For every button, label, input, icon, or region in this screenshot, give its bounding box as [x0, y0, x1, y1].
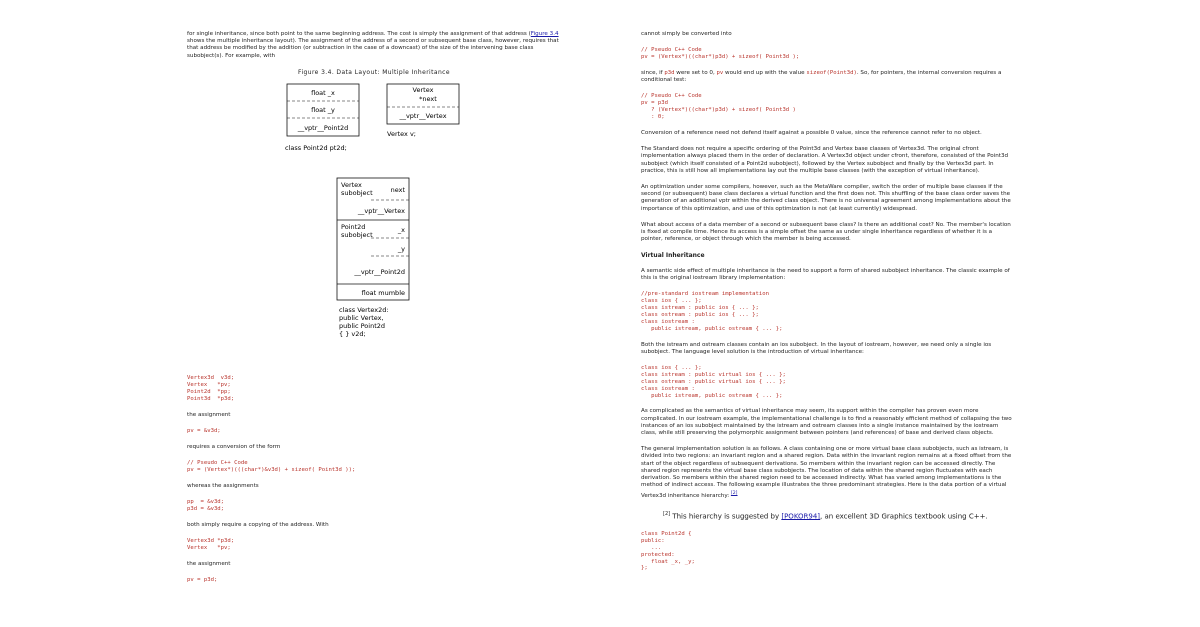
- since-b: were set to 0,: [674, 70, 717, 77]
- code-block-r4: class ios { ... }; class istream : public virtual ios { ... }; class ostream : public virtual ios { ... }; class iostream : public istream, public ostream { ... };: [641, 364, 786, 399]
- code-block-r1: // Pseudo C++ Code pv = (Vertex*)((char*)p3d) + sizeof( Point3d );: [641, 47, 800, 61]
- left-column: [187, 31, 561, 593]
- paragraph-general: [641, 446, 1013, 499]
- since-code-pv: pv: [716, 70, 724, 77]
- footnote-number: [2]: [663, 510, 671, 517]
- intro-text-b: shows the multiple inheritance layout). The assignment of the address of a second or subsequent base class, however, requires that that address be modified by the addition (or subtraction in the case of a downcast) of the size of the intervening base class subobject(s). For example, with: [187, 38, 559, 59]
- since-c: would end up with the value: [723, 70, 807, 77]
- text-since: [641, 70, 1013, 84]
- text-converted: cannot simply be converted into: [641, 31, 732, 37]
- code-block-r5: class Point2d { public: ... protected: float _x, _y; };: [641, 530, 695, 572]
- text-assignment: the assignment: [187, 411, 231, 418]
- code-block-2: pv = &v3d;: [187, 427, 221, 434]
- box3-label-4: { } v2d;: [339, 330, 366, 339]
- box1-field-y: float _y: [311, 106, 335, 115]
- paragraph-conversion: Conversion of a reference need not defend itself against a possible 0 value, since the reference cannot refer to no object.: [641, 130, 982, 137]
- figure-link[interactable]: Figure 3.4: [530, 31, 559, 37]
- box1-label: class Point2d pt2d;: [285, 144, 347, 153]
- box3-vertex-title: Vertex: [341, 181, 362, 190]
- text-assignment-2: the assignment: [187, 560, 231, 567]
- footnote: [663, 510, 1013, 521]
- intro-paragraph: [187, 31, 561, 60]
- box3-y: _y: [397, 245, 405, 254]
- box3-mumble: float mumble: [361, 289, 405, 298]
- box3-label-2: public Vertex,: [339, 314, 384, 323]
- box2-label: Vertex v;: [387, 130, 416, 139]
- box1-field-x: float _x: [311, 89, 335, 98]
- paragraph-semantic: A semantic side effect of multiple inheritance is the need to support a form of shared subobject inheritance. The classic example of this is the original iostream library implementation:: [641, 267, 1010, 281]
- box1-field-vptr: __vptr__Point2d: [297, 124, 349, 133]
- paragraph-complicated: As complicated as the semantics of virtual inheritance may seem, its support within the compiler has proven even more complicated. In our iostream example, the implementational challenge is to find a reasonably efficient method of collapsing the two instances of an ios subobject maintained by the istream and ostream classes into a single instance maintained by the iostream class, while still preserving the polymorphic assignment between pointers (and references) of base and derived class objects.: [641, 408, 1012, 437]
- since-code-sizeof: sizeof(Point3d): [806, 70, 857, 77]
- general-text: The general implementation solution is as follows. A class containing one or more virtual base class subobjects, such as istream, is divided into two regions: an invariant region and a shared region. Data within the invariant region remains at a fixed offset from the start of the object regardless of subsequent derivations. So members within the invariant region can be accessed directly. The shared region represents the virtual base class subobjects. The location of data within the shared region fluctuates with each derivation. So members within the shared region need to be accessed indirectly. What has varied among implementations is the method of indirect access. The following example illustrates the three predominant strategies. Here is the data portion of a virtual Vertex3d inheritance hierarchy:: [641, 446, 1012, 499]
- text-whereas: whereas the assignments: [187, 482, 259, 489]
- since-code-p3d: p3d: [664, 70, 675, 77]
- footnote-text-b: , an excellent 3D Graphics textbook using C++.: [820, 511, 988, 520]
- box2-field-vertex: Vertex: [412, 86, 434, 95]
- paragraph-both: Both the istream and ostream classes contain an ios subobject. In the layout of iostream, however, we need only a single ios subobject. The language level solution is the introduction of virtual inheritance:: [641, 341, 992, 355]
- paragraph-access: What about access of a data member of a second or subsequent base class? Is there an additional cost? No. The member's location is fixed at compile time. Hence its access is a simple offset the same as under single inheritance regardless of whether it is a pointer, reference, or object through which the member is being accessed.: [641, 221, 1011, 243]
- box3-point2d-subtitle: subobject: [341, 231, 373, 240]
- box3-label-1: class Vertex2d:: [339, 306, 389, 315]
- box3-vertex-subtitle: subobject: [341, 189, 373, 198]
- code-block-r2: // Pseudo C++ Code pv = p3d ? (Vertex*)((char*)p3d) + sizeof( Point3d ) : 0;: [641, 93, 796, 121]
- code-block-r3: //pre-standard iostream implementation class ios { ... }; class istream : public ios { ... }; class ostream : public ios { ... }; class iostream : public istream, public ostream { ... };: [641, 291, 783, 332]
- box3-vptr-point2d: __vptr__Point2d: [354, 268, 405, 277]
- pokor94-link[interactable]: [POKOR94]: [781, 511, 821, 520]
- right-column: [641, 31, 1013, 581]
- footnote-ref[interactable]: [2]: [730, 490, 738, 496]
- code-block-4: pp = &v3d; p3d = &v3d;: [187, 498, 225, 512]
- since-d: . So, for pointers, the internal conversion requires a conditional test:: [641, 70, 1002, 84]
- data-layout-diagram: [283, 80, 463, 365]
- figure-caption: Figure 3.4. Data Layout: Multiple Inheritance: [298, 68, 450, 76]
- box3-vptr-vertex: __vptr__Vertex: [357, 207, 405, 216]
- box2-field-next: *next: [419, 95, 437, 104]
- box2-field-vptr: __vptr__Vertex: [399, 112, 447, 121]
- code-block-3: // Pseudo C++ Code pv = (Vertex*)(((char*)&v3d) + sizeof( Point3d ));: [187, 459, 356, 473]
- intro-text-a: for single inheritance, since both point to the same beginning address. The cost is simply the assignment of that address (: [187, 31, 531, 37]
- paragraph-optimization: An optimization under some compilers, however, such as the MetaWare compiler, switch the order of multiple base classes if the second (or subsequent) base class declares a virtual function and the first does not. This shuffling of the base class order saves the generation of an additional vptr within the derived class object. There is no universal agreement among implementations about the importance of this optimization, and use of this optimization is not (at least currently) widespread.: [641, 184, 1011, 212]
- code-block-1: Vertex3d v3d; Vertex *pv; Point2d *pp; Point3d *p3d;: [187, 375, 235, 402]
- section-heading: Virtual Inheritance: [641, 252, 705, 260]
- text-both: both simply require a copying of the address. With: [187, 521, 329, 528]
- footnote-text-a: This hierarchy is suggested by: [670, 511, 782, 520]
- box3-next: next: [390, 186, 405, 195]
- code-block-5: Vertex3d *p3d; Vertex *pv;: [187, 537, 235, 551]
- box3-x: _x: [397, 226, 405, 235]
- box3-label-3: public Point2d: [339, 322, 386, 331]
- text-requires: requires a conversion of the form: [187, 443, 281, 450]
- since-a: since, if: [641, 70, 665, 77]
- box3-point2d-title: Point2d: [341, 223, 366, 232]
- paragraph-standard: The Standard does not require a specific ordering of the Point3d and Vertex base classes of Vertex3d. The original cfront implementation always placed them in the order of declaration. A Vertex3d object under cfront, therefore, consisted of the Point3d subobject (which itself consisted of a Point2d subobject), followed by the Vertex subobject and finally by the Vertex3d part. In practice, this is still how all implementations lay out the multiple base classes (with the exception of virtual inheritance).: [641, 146, 1009, 174]
- code-block-6: pv = p3d;: [187, 577, 218, 583]
- figure-3-4: [283, 80, 463, 365]
